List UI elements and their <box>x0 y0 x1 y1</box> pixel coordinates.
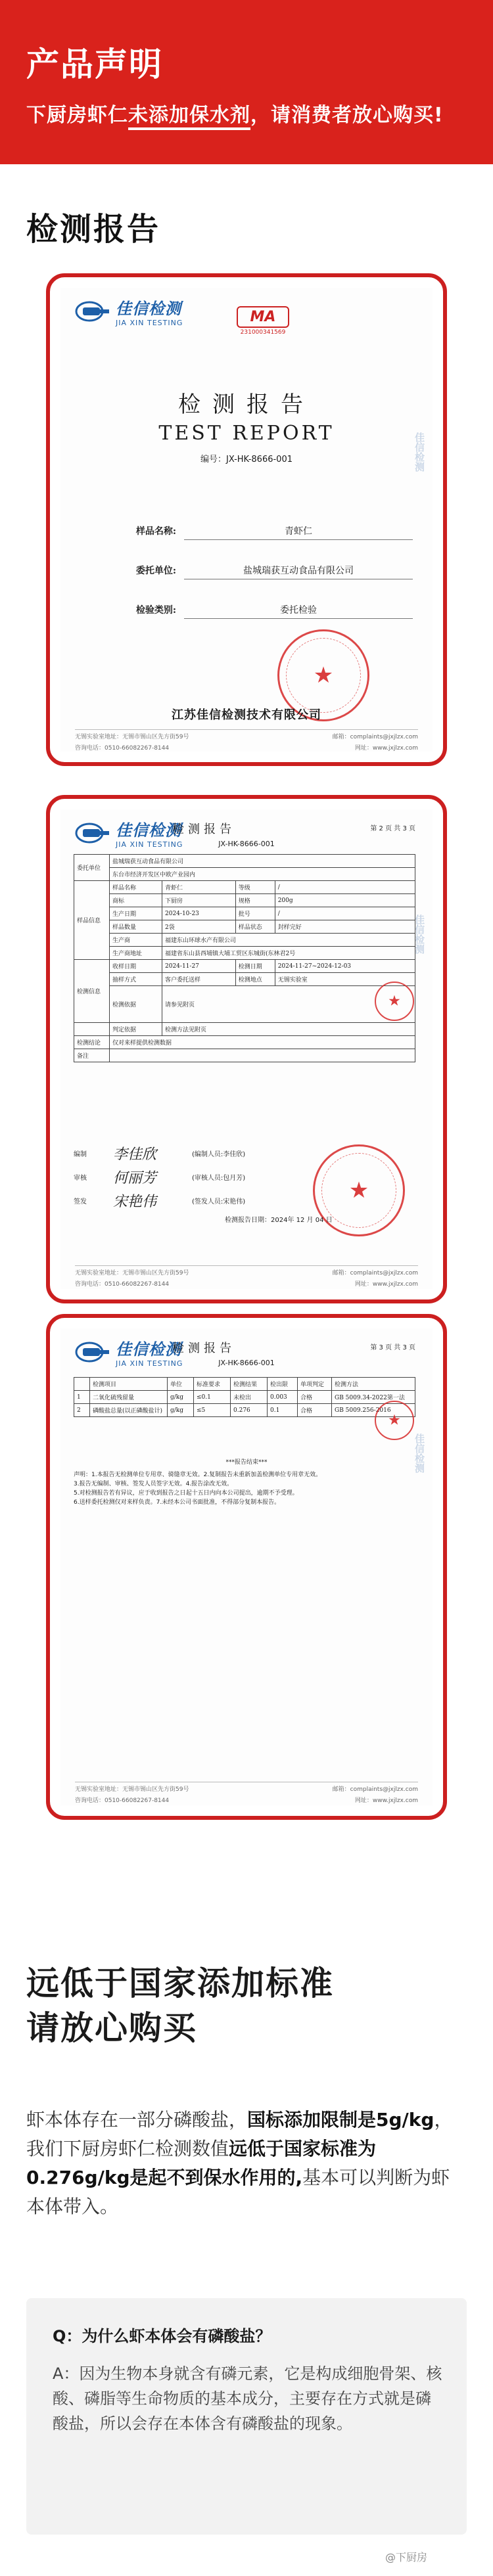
sign-label: 审核 <box>74 1175 87 1182</box>
table-row <box>74 881 415 894</box>
table-cell: 收样日期 <box>110 960 162 973</box>
table-cell: 检测地点 <box>235 973 275 986</box>
table-header: 检出限 <box>268 1378 298 1391</box>
table-header-row <box>74 1378 415 1391</box>
table-cell: 封样完好 <box>275 920 415 934</box>
table-cell: 2024-10-23 <box>162 907 236 920</box>
report-footer-2 <box>75 741 418 752</box>
report-title: 检测报告 <box>172 823 235 836</box>
table-row <box>74 973 415 986</box>
table-cell: 检测方法见附页 <box>162 1023 415 1036</box>
explanation-paragraph <box>26 2106 467 2221</box>
table-cell: 200g <box>275 894 415 907</box>
footer-phone: 咨询电话：0510-66082267-8144 <box>75 745 170 752</box>
table-cell: 1 <box>74 1391 90 1404</box>
logo-name-en: JIA XIN TESTING <box>116 319 183 327</box>
table-cell: 未检出 <box>231 1391 268 1404</box>
report-footer <box>75 1782 418 1793</box>
table-header: 单位 <box>168 1378 194 1391</box>
page-indicator: 第 3 页 共 3 页 <box>370 1344 415 1351</box>
table-cell: 福建东山环球水产有限公司 <box>162 934 415 947</box>
table-cell: 合格 <box>298 1404 332 1417</box>
table-cell: 委托单位 <box>74 855 110 881</box>
para-text: 虾本体存在一部分磷酸盐， <box>26 2109 248 2131</box>
field-sample <box>117 524 413 540</box>
sign-note: (审核人员:包月芳) <box>192 1175 246 1182</box>
table-row <box>74 1404 415 1417</box>
report-paper <box>60 809 433 1289</box>
company-seal-icon: ★ <box>313 1144 405 1236</box>
table-cell: / <box>275 881 415 894</box>
sign-note: (签发人员:宋艳伟) <box>192 1198 246 1206</box>
watermark: 佳信检测 <box>413 1434 425 1473</box>
sign-row-issue <box>74 1190 245 1211</box>
table-header: 检测项目 <box>90 1378 168 1391</box>
results-table <box>74 1377 415 1417</box>
field-label: 样品名称: <box>135 526 176 537</box>
table-cell: 0.1 <box>268 1404 298 1417</box>
report-card-results <box>46 1314 447 1820</box>
table-cell: 生产日期 <box>110 907 162 920</box>
source-credit: @下厨房 <box>385 2551 427 2564</box>
watermark: 佳信检测 <box>413 915 425 954</box>
table-cell: 0.276 <box>231 1404 268 1417</box>
footer-address: 无锡实验室地址：无锡市锡山区先方街59号 <box>75 1786 189 1793</box>
table-row <box>74 1049 415 1062</box>
cma-mark <box>237 306 289 336</box>
report-title: 检测报告 <box>172 1342 235 1355</box>
field-value: 青虾仁 <box>184 524 413 540</box>
table-cell: 批号 <box>235 907 275 920</box>
report-number: 编号：JX-HK-8666-001 <box>200 455 293 464</box>
cma-number: 231000341569 <box>240 329 286 336</box>
table-cell: 检测结论 <box>74 1036 110 1049</box>
table-row <box>74 920 415 934</box>
field-value: 委托检验 <box>184 603 413 619</box>
report-date: 检测报告日期：2024年 12 月 04 日 <box>225 1217 333 1224</box>
report-card-cover <box>46 273 447 766</box>
table-cell: 无锡实验室 <box>275 973 415 986</box>
hero-sub-highlight: 未添加保水剂 <box>128 99 250 130</box>
company-seal-icon: ★ <box>277 629 369 721</box>
para-text: ，我们下厨房虾仁检测数值 <box>26 2109 453 2159</box>
table-cell: 青虾仁 <box>162 881 236 894</box>
footer-phone: 咨询电话：0510-66082267-8144 <box>75 1281 170 1288</box>
signature: 宋艳伟 <box>113 1194 157 1210</box>
signature: 李佳欣 <box>113 1146 157 1163</box>
field-value: 盐城瑞获互动食品有限公司 <box>184 564 413 579</box>
table-cell: 合格 <box>298 1391 332 1404</box>
table-row <box>74 960 415 973</box>
sign-label: 编制 <box>74 1151 87 1158</box>
table-cell: 样品名称 <box>110 881 162 894</box>
headline <box>26 1961 334 2050</box>
table-cell: 检测依据 <box>110 986 162 1023</box>
report-number: JX-HK-8666-001 <box>218 840 275 848</box>
field-category <box>117 603 413 619</box>
qa-box <box>26 2298 467 2535</box>
field-client <box>117 564 413 579</box>
headline-line1: 远低于国家添加标准 <box>26 1964 334 2002</box>
table-cell: GB 5009.256-2016 <box>332 1404 415 1417</box>
footer-phone: 咨询电话：0510-66082267-8144 <box>75 1797 170 1804</box>
table-cell: g/kg <box>168 1391 194 1404</box>
table-header: 标准要求 <box>194 1378 231 1391</box>
table-cell: / <box>275 907 415 920</box>
sign-note: (编制人员:李佳欣) <box>192 1151 246 1158</box>
declaration-line: 6.送样委托检测仅对来样负责。7.未经本公司书面批准，不得部分复制本报告。 <box>74 1499 281 1506</box>
table-header <box>74 1378 90 1391</box>
table-cell: 等级 <box>235 881 275 894</box>
sign-row-review <box>74 1167 245 1187</box>
report-footer-2 <box>75 1277 418 1288</box>
logo-name-cn: 佳信检测 <box>116 821 181 840</box>
declaration-line: 5.对检测报告若有异议，应于收到报告之日起十五日内向本公司提出，逾期不予受理。 <box>74 1490 298 1497</box>
report-footer-2 <box>75 1794 418 1804</box>
table-row <box>74 947 415 960</box>
page-indicator: 第 2 页 共 3 页 <box>370 825 415 832</box>
report-footer <box>75 729 418 740</box>
section-title: 检测报告 <box>26 211 161 248</box>
table-row <box>74 1023 415 1036</box>
table-row <box>74 907 415 920</box>
hero-banner <box>0 0 493 164</box>
table-cell: 生产商地址 <box>110 947 162 960</box>
table-header: 单项判定 <box>298 1378 332 1391</box>
para-bold: 远低于国家标准为0.276g/kg是起不到保水作用的, <box>26 2138 377 2188</box>
table-cell: 备注 <box>74 1049 110 1062</box>
table-cell: 判定依据 <box>110 1023 162 1036</box>
footer-address: 无锡实验室地址：无锡市锡山区先方街59号 <box>75 1270 189 1277</box>
table-header: 检测结果 <box>231 1378 268 1391</box>
table-cell: 抽样方式 <box>110 973 162 986</box>
logo-name-cn: 佳信检测 <box>116 300 181 318</box>
table-row <box>74 868 415 881</box>
table-cell: 下厨房 <box>162 894 236 907</box>
table-cell: 0.003 <box>268 1391 298 1404</box>
table-row <box>74 894 415 907</box>
signature: 何丽芳 <box>113 1170 157 1186</box>
field-label: 检验类别: <box>135 605 176 616</box>
qa-answer: A：因为生物本身就含有磷元素，它是构成细胞骨架、核酸、磷脂等生命物质的基本成分，主要存在方式就是磷酸盐，所以会存在本体含有磷酸盐的现象。 <box>53 2364 442 2433</box>
headline-line2: 请放心购买 <box>26 2009 197 2047</box>
seam-seal-icon: ★ <box>375 982 414 1021</box>
table-cell: 生产商 <box>110 934 162 947</box>
hero-subtitle <box>26 99 444 130</box>
table-cell: 2024-11-27 <box>162 960 236 973</box>
para-text: 基本可以判断为虾本体带入。 <box>26 2167 450 2217</box>
declaration-line: 3.报告无编制、审核、签发人员签字无效。4.报告涂改无效。 <box>74 1481 233 1487</box>
table-cell: 仅对来样提供检测数据 <box>110 1036 415 1049</box>
declaration-block <box>74 1470 413 1507</box>
report-paper <box>60 288 433 752</box>
footer-email: 邮箱：complaints@jxjlzx.com <box>332 1270 418 1277</box>
table-cell: 检测信息 <box>74 960 110 1023</box>
table-cell: 东台市经济开发区中欧产业园内 <box>110 868 415 881</box>
table-cell: 样品数量 <box>110 920 162 934</box>
lab-logo <box>75 296 183 327</box>
watermark: 佳信检测 <box>413 432 425 472</box>
report-number: JX-HK-8666-001 <box>218 1359 275 1367</box>
footer-address: 无锡实验室地址：无锡市锡山区先方街59号 <box>75 734 189 740</box>
table-cell: g/kg <box>168 1404 194 1417</box>
table-cell: 样品状态 <box>235 920 275 934</box>
table-cell: 规格 <box>235 894 275 907</box>
table-cell: 客户委托送样 <box>162 973 236 986</box>
table-row <box>74 855 415 868</box>
table-header: 检测方法 <box>332 1378 415 1391</box>
sign-label: 签发 <box>74 1198 87 1206</box>
footer-site: 网址：www.jxjlzx.com <box>354 1797 418 1804</box>
hero-sub-post: ，请消费者放心购买! <box>250 104 444 127</box>
logo-name-cn: 佳信检测 <box>116 1340 181 1359</box>
report-paper <box>60 1328 433 1805</box>
cma-icon: MA <box>237 306 289 328</box>
logo-name-en: JIA XIN TESTING <box>116 1359 183 1368</box>
report-footer <box>75 1265 418 1277</box>
footer-site: 网址：www.jxjlzx.com <box>354 745 418 752</box>
seam-seal-icon: ★ <box>375 1401 414 1440</box>
table-row <box>74 1036 415 1049</box>
table-cell: 福建省东山县西埔镇大埔工贸区东城街(东林君2号 <box>162 947 415 960</box>
table-cell: 2 <box>74 1404 90 1417</box>
table-row <box>74 934 415 947</box>
qa-question: Q：为什么虾本体会有磷酸盐？ <box>53 2327 271 2345</box>
field-label: 委托单位: <box>135 566 176 576</box>
table-cell: 2024-11-27~2024-12-03 <box>275 960 415 973</box>
sign-row-compile <box>74 1143 245 1164</box>
table-cell: 样品信息 <box>74 881 110 960</box>
declaration-line: 声明：1.本报告无检测单位专用章、骑缝章无效。2.复制报告未重新加盖检测单位专用章无效。 <box>74 1472 322 1478</box>
table-cell: ≤5 <box>194 1404 231 1417</box>
table-cell: 检测日期 <box>235 960 275 973</box>
para-bold: 国标添加限制是5g/kg <box>247 2109 434 2131</box>
table-cell: GB 5009.34-2022第一法 <box>332 1391 415 1404</box>
testing-company: 江苏佳信检测技术有限公司 <box>172 708 321 722</box>
table-cell: 磷酸盐总量(以正磷酸盐计) <box>90 1404 168 1417</box>
table-cell: 二氧化硫残留量 <box>90 1391 168 1404</box>
table-cell <box>74 1023 110 1036</box>
hero-sub-pre: 下厨房虾仁 <box>26 104 128 127</box>
report-title-cn: 检测报告 <box>178 392 315 418</box>
logo-name-en: JIA XIN TESTING <box>116 840 183 849</box>
footer-site: 网址：www.jxjlzx.com <box>354 1281 418 1288</box>
lab-logo-icon <box>75 298 112 325</box>
report-end-note: ***报告结束*** <box>225 1459 268 1466</box>
report-card-info <box>46 795 447 1303</box>
hero-title: 产品声明 <box>26 45 163 83</box>
table-cell: 2袋 <box>162 920 236 934</box>
table-row <box>74 986 415 1023</box>
report-title-en: TEST REPORT <box>158 422 335 445</box>
info-table <box>74 854 415 1062</box>
footer-email: 邮箱：complaints@jxjlzx.com <box>332 1786 418 1793</box>
footer-email: 邮箱：complaints@jxjlzx.com <box>332 734 418 740</box>
table-cell: 商标 <box>110 894 162 907</box>
table-cell: 请参见附页 <box>162 986 415 1023</box>
table-cell: ≤0.1 <box>194 1391 231 1404</box>
table-row <box>74 1391 415 1404</box>
table-cell: 盐城瑞获互动食品有限公司 <box>110 855 415 868</box>
table-cell <box>110 1049 415 1062</box>
